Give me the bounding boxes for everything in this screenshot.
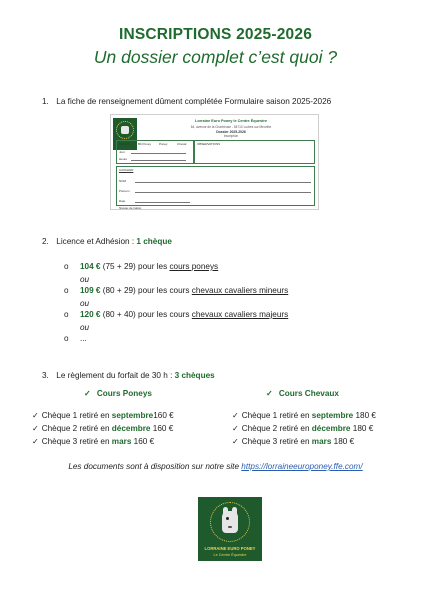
checkmark-icon: ✓ xyxy=(232,411,239,420)
licence-price-1: 104 € xyxy=(80,262,101,271)
logo-line-2: Le Centre Équestre xyxy=(213,553,247,557)
item-1 xyxy=(42,97,331,106)
bullet-icon: o xyxy=(64,334,69,343)
cheque-amount: 160 € xyxy=(150,424,174,433)
licence-course-3: chevaux cavaliers majeurs xyxy=(191,310,289,319)
item-2-number: 2. xyxy=(42,237,49,246)
form-galop-label: Niveau de Galop xyxy=(119,206,142,210)
cheque-amount: 160 € xyxy=(131,437,155,446)
licence-detail-2: (80 + 29) pour les cours xyxy=(100,286,192,295)
checkmark-icon: ✓ xyxy=(32,437,39,446)
cheque-amount: 180 € xyxy=(331,437,355,446)
item-3-text: Le règlement du forfait de 30 h : xyxy=(56,371,175,380)
licence-detail-4: ... xyxy=(80,334,87,343)
form-col-poney: Poney xyxy=(159,142,168,146)
licence-price-3: 120 € xyxy=(80,310,101,319)
page-title: INSCRIPTIONS 2025-2026 xyxy=(118,26,313,43)
form-col-cheval: Cheval xyxy=(177,142,187,146)
chevaux-cheque-3 xyxy=(232,437,354,446)
item-3-number: 3. xyxy=(42,371,49,380)
item-3-highlight: 3 chèques xyxy=(174,371,215,380)
bullet-icon: o xyxy=(64,262,69,271)
form-season: Dossier 2025-2026 xyxy=(216,130,246,134)
licence-option-1 xyxy=(64,262,218,271)
cheque-label: Chèque 1 retiré en xyxy=(41,411,112,420)
licence-option-2 xyxy=(64,286,288,295)
form-address: 64, avenue de la Chartreuse - 54710 Ludres sur Meurthe xyxy=(190,125,272,129)
cheque-month: septembre xyxy=(111,411,154,420)
form-obs-label: OBSERVATIONS xyxy=(197,142,221,146)
footer-note-text: Les documents sont à disposition sur notre site xyxy=(68,462,242,471)
bullet-icon: o xyxy=(64,286,69,295)
poneys-cheque-2 xyxy=(32,424,173,433)
checkmark-icon: ✓ xyxy=(32,424,39,433)
licence-sep-2: ou xyxy=(80,299,90,308)
chevaux-title: Cours Chevaux xyxy=(278,389,339,398)
licence-sep-3: ou xyxy=(80,323,90,332)
horse-head-icon xyxy=(222,511,238,533)
item-1-number: 1. xyxy=(42,97,49,106)
licence-price-2: 109 € xyxy=(80,286,101,295)
chevaux-header xyxy=(266,388,339,398)
form-heure-label: Heure xyxy=(119,157,128,161)
licence-detail-3: (80 + 40) pour les cours xyxy=(100,310,192,319)
item-3 xyxy=(42,371,215,380)
cheque-month: mars xyxy=(111,437,132,446)
footer-note xyxy=(0,462,431,471)
poneys-cheque-3 xyxy=(32,437,154,446)
cheque-label: Chèque 2 retiré en xyxy=(241,424,312,433)
checkmark-icon: ✓ xyxy=(32,411,39,420)
cheque-label: Chèque 3 retiré en xyxy=(241,437,312,446)
poneys-title: Cours Poneys xyxy=(96,389,152,398)
form-jour-label: Jour xyxy=(119,150,125,154)
form-cavalier-label: CAVALIER xyxy=(119,168,134,172)
poneys-header xyxy=(84,388,152,398)
cheque-month: mars xyxy=(311,437,332,446)
poneys-cheque-1 xyxy=(32,411,174,420)
checkmark-icon: ✓ xyxy=(266,389,273,398)
item-2 xyxy=(42,237,172,246)
checkmark-icon: ✓ xyxy=(232,424,239,433)
form-cavalier-box xyxy=(116,166,315,206)
cheque-amount: 160 € xyxy=(153,411,174,420)
cheque-label: Chèque 1 retiré en xyxy=(241,411,312,420)
licence-detail-1: (75 + 29) pour les xyxy=(100,262,170,271)
bullet-icon: o xyxy=(64,310,69,319)
cheque-month: décembre xyxy=(311,424,351,433)
cheque-amount: 180 € xyxy=(353,411,376,420)
website-link[interactable]: https://lorraineeuroponey.ffe.com/ xyxy=(241,462,363,471)
form-date-label: Date xyxy=(119,199,126,203)
item-2-text: Licence et Adhésion : xyxy=(56,237,137,246)
cheque-amount: 180 € xyxy=(350,424,374,433)
cheque-label: Chèque 3 retiré en xyxy=(41,437,112,446)
form-subtitle: Inscription xyxy=(223,134,239,138)
licence-option-4 xyxy=(64,334,87,343)
club-logo xyxy=(198,497,262,561)
item-2-highlight: 1 chèque xyxy=(136,237,172,246)
licence-sep-1: ou xyxy=(80,275,90,284)
form-nom-label: NOM xyxy=(119,179,126,183)
cheque-label: Chèque 2 retiré en xyxy=(41,424,112,433)
checkmark-icon: ✓ xyxy=(84,389,91,398)
licence-course-1: cours poneys xyxy=(169,262,219,271)
cheque-month: septembre xyxy=(311,411,354,420)
form-prenom-label: Prénom xyxy=(119,189,130,193)
logo-line-1: LORRAINE EURO PONEY xyxy=(204,546,256,551)
form-thumbnail-image xyxy=(110,114,319,210)
cheque-month: décembre xyxy=(111,424,151,433)
page-subtitle: Un dossier complet c’est quoi ? xyxy=(93,47,338,67)
form-col-bbponey: Bb Poney xyxy=(138,142,152,146)
chevaux-cheque-2 xyxy=(232,424,373,433)
form-org-name: Lorraine Euro Poney le Centre Équestre xyxy=(195,119,267,123)
checkmark-icon: ✓ xyxy=(232,437,239,446)
licence-option-3 xyxy=(64,310,288,319)
item-1-text: La fiche de renseignement dûment complétée Formulaire saison 2025-2026 xyxy=(56,97,332,106)
form-cours-label: COURS xyxy=(119,142,130,146)
licence-course-2: chevaux cavaliers mineurs xyxy=(191,286,289,295)
chevaux-cheque-1 xyxy=(232,411,376,420)
